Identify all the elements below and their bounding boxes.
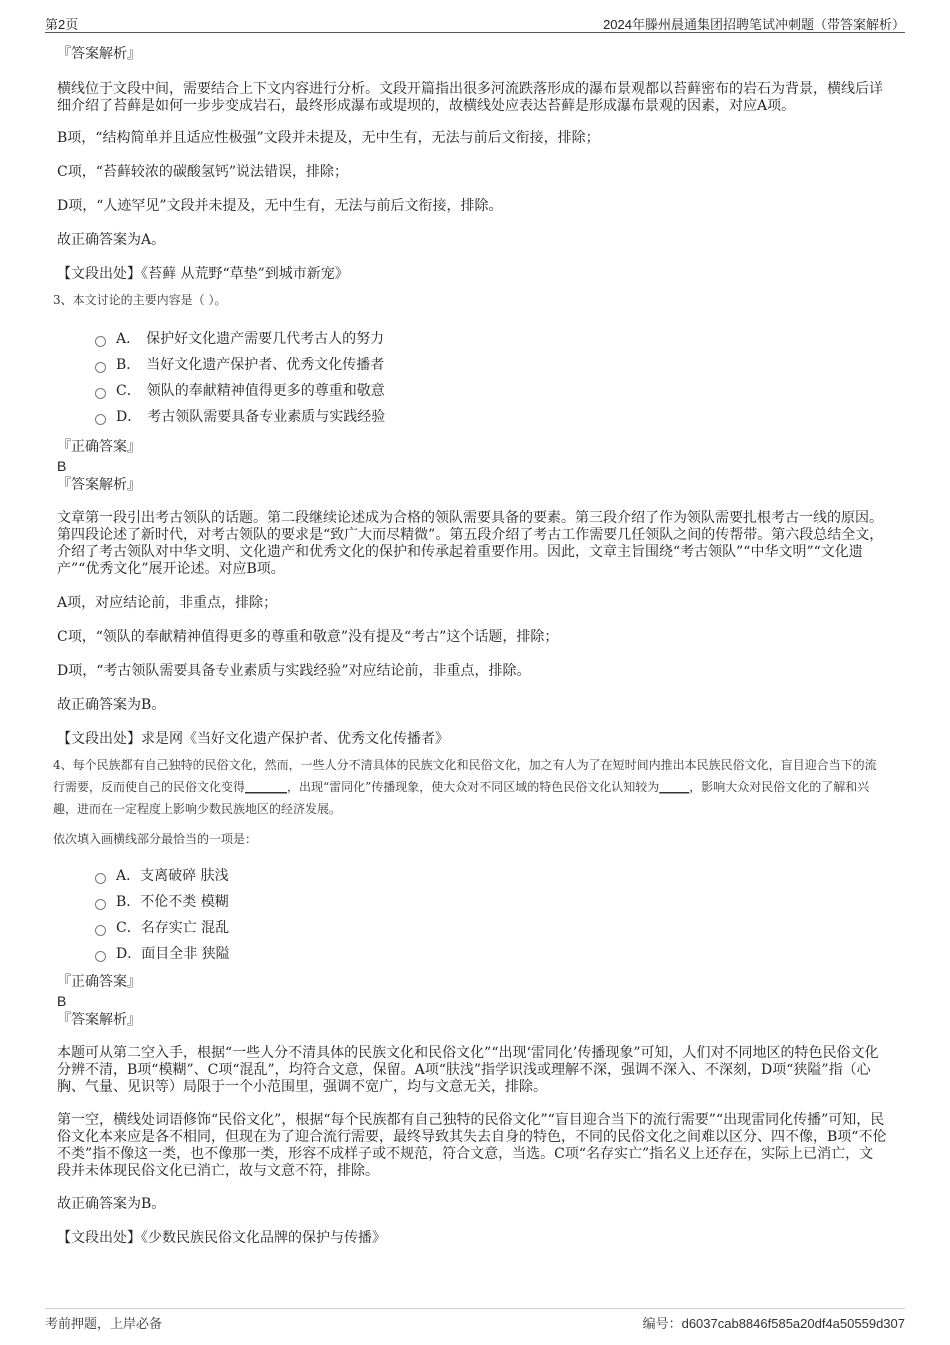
q3-option-c[interactable]: C． 领队的奉献精神值得更多的尊重和敬意 <box>95 377 887 403</box>
q3-option-b[interactable]: B． 当好文化遗产保护者、优秀文化传播者 <box>95 351 887 377</box>
q2-source: 【文段出处】《苔藓 从荒野“草垫”到城市新宠》 <box>57 266 349 282</box>
q4-options <box>57 862 887 966</box>
radio-icon[interactable] <box>95 388 106 399</box>
q3-stem: 3、本文讨论的主要内容是（ ）。 <box>53 293 227 307</box>
q4-analysis-paragraph-2: 第一空，横线处词语修饰“民俗文化”，根据“每个民族都有自己独特的民俗文化”“盲目迎合当下的流行需要”“出现雷同化传播”可知，民俗文化本来应是各不相同，但现在为了迎合流行需要，最终导致其失去自身的特色，不同的民俗文化之间难以区分、四不像，B项“不伦不类”指不像这一类，也不像那一类，形容不成样子或不规范，符合文意，当选。C项“名存实亡”指名义上还存在，实际上已消亡，文段并未体现民俗文化已消亡，故与文意不符，排除。 <box>57 1112 887 1179</box>
q4-conclusion: 故正确答案为B。 <box>57 1196 166 1212</box>
q3-source: 【文段出处】求是网《当好文化遗产保护者、优秀文化传播者》 <box>57 731 449 747</box>
radio-icon[interactable] <box>95 873 106 884</box>
q2-analysis-option-b: B项，“结构简单并且适应性极强”文段并未提及，无中生有，无法与前后文衔接，排除； <box>57 130 600 146</box>
document-title: 2024年滕州晨通集团招聘笔试冲刺题（带答案解析） <box>603 17 905 32</box>
document-id: 编号：d6037cab8846f585a20df4a50559d307 <box>642 1316 905 1331</box>
q2-analysis-option-d: D项，“人迹罕见”文段并未提及，无中生有，无法与前后文衔接，排除。 <box>57 198 503 214</box>
q2-analysis-paragraph: 横线位于文段中间，需要结合上下文内容进行分析。文段开篇指出很多河流跌落形成的瀑布景观都以苔藓密布的岩石为背景，横线后详细介绍了苔藓是如何一步步变成岩石，最终形成瀑布或堤坝的，故横线处应表达苔藓是形成瀑布景观的因素，对应A项。 <box>57 81 883 114</box>
radio-icon[interactable] <box>95 899 106 910</box>
q4-source: 【文段出处】《少数民族民俗文化品牌的保护与传播》 <box>57 1230 386 1246</box>
q2-conclusion: 故正确答案为A。 <box>57 232 166 248</box>
q3-options <box>57 325 887 429</box>
q3-correct-answer: B <box>57 458 67 474</box>
radio-icon[interactable] <box>95 336 106 347</box>
q3-option-a[interactable]: A． 保护好文化遗产需要几代考古人的努力 <box>95 325 887 351</box>
radio-icon[interactable] <box>95 362 106 373</box>
radio-icon[interactable] <box>95 414 106 425</box>
q3-analysis-option-d: D项，“考古领队需要具备专业素质与实践经验”对应结论前，非重点，排除。 <box>57 663 531 679</box>
q4-blank-1: _______ <box>245 780 288 794</box>
q3-correct-label: 『正确答案』 <box>57 439 141 455</box>
q4-option-b[interactable]: B． 不伦不类 模糊 <box>95 888 887 914</box>
q3-analysis-option-c: C项，“领队的奉献精神值得更多的尊重和敬意”没有提及“考古”这个话题，排除； <box>57 629 559 645</box>
radio-icon[interactable] <box>95 951 106 962</box>
page-footer <box>45 1308 905 1331</box>
q4-stem: 4、每个民族都有自己独特的民俗文化，然而，一些人分不清具体的民族文化和民俗文化，加之有人为了在短时间内推出本民族民俗文化，盲目迎合当下的流行需要，反而使自己的民俗文化变得_______，出现“雷同化”传播现象，使大众对不同区域的特色民俗文化认知较为_____，影响大众对民俗文化的了解和兴趣，进而在一定程度上影响少数民族地区的经济发展。 <box>53 758 877 816</box>
page-header <box>45 12 905 33</box>
q4-option-d[interactable]: D． 面目全非 狭隘 <box>95 940 887 966</box>
radio-icon[interactable] <box>95 925 106 936</box>
q4-correct-answer: B <box>57 993 67 1009</box>
page-number: 第2页 <box>45 17 79 32</box>
q2-analysis-option-c: C项，“苔藓较浓的碳酸氢钙”说法错误，排除； <box>57 164 349 180</box>
q4-blank-2: _____ <box>659 780 690 794</box>
q3-analysis-option-a: A项，对应结论前，非重点，排除； <box>57 595 278 611</box>
q4-option-a[interactable]: A． 支离破碎 肤浅 <box>95 862 887 888</box>
q2-analysis-label: 『答案解析』 <box>57 46 141 62</box>
q3-option-d[interactable]: D． 考古领队需要具备专业素质与实践经验 <box>95 403 887 429</box>
q4-analysis-paragraph-1: 本题可从第二空入手，根据“一些人分不清具体的民族文化和民俗文化”“出现‘雷同化’传播现象”可知，人们对不同地区的特色民俗文化分辨不清，B项“模糊”、C项“混乱”，均符合文意，保留。A项“肤浅”指学识浅或理解不深，强调不深入、不深刻，D项“狭隘”指（心胸、气量、见识等）局限于一个小范围里，强调不宽广，均与文意无关，排除。 <box>57 1045 879 1095</box>
q3-conclusion: 故正确答案为B。 <box>57 697 166 713</box>
page-content <box>53 46 887 1247</box>
q3-analysis-paragraph: 文章第一段引出考古领队的话题。第二段继续论述成为合格的领队需要具备的要素。第三段介绍了作为领队需要扎根考古一线的原因。第四段论述了新时代，对考古领队的要求是“致广大而尽精微”。第五段介绍了考古工作需要几任领队之间的传帮带。第六段总结全文，介绍了考古领队对中华文明、文化遗产和优秀文化的保护和传承起着重要作用。因此，文章主旨围绕“考古领队”“中华文明”“文化遗产”“优秀文化”展开论述。对应B项。 <box>57 510 884 577</box>
q3-analysis-label: 『答案解析』 <box>57 477 141 493</box>
q4-option-c[interactable]: C． 名存实亡 混乱 <box>95 914 887 940</box>
q4-instruction: 依次填入画横线部分最恰当的一项是： <box>53 832 258 846</box>
q4-analysis-label: 『答案解析』 <box>57 1012 141 1028</box>
q4-correct-label: 『正确答案』 <box>57 974 141 990</box>
footer-slogan: 考前押题，上岸必备 <box>45 1316 163 1331</box>
